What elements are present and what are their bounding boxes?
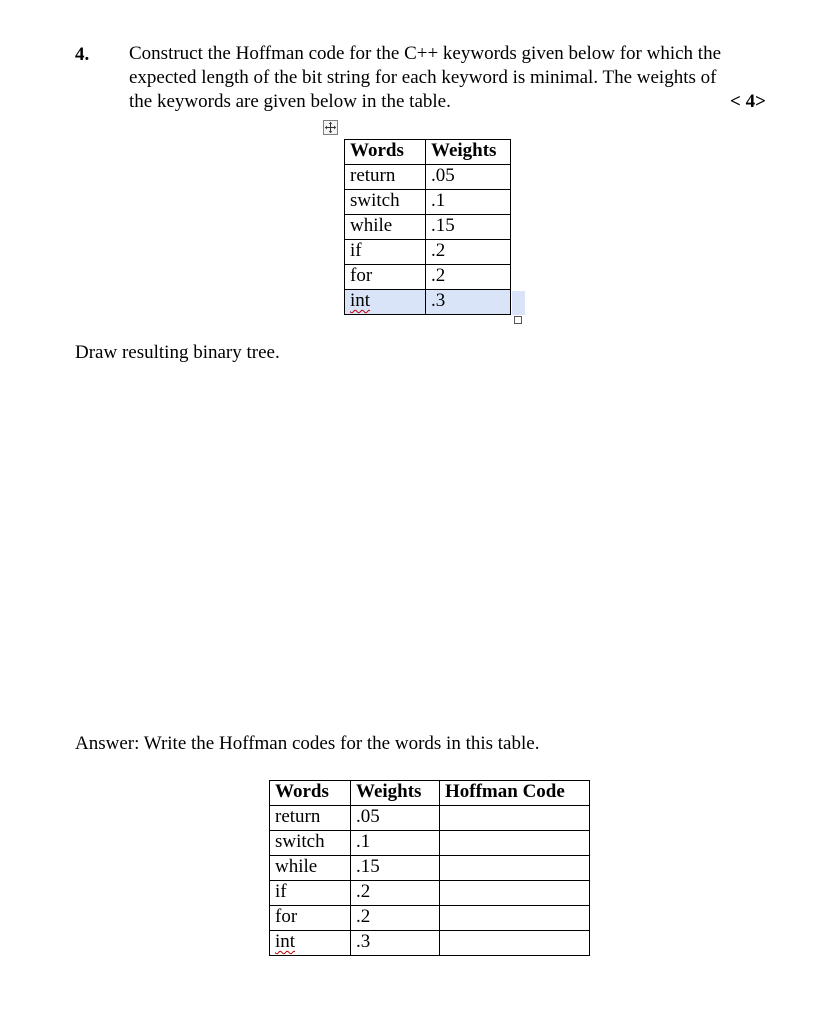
word-cell[interactable]: if [270,881,351,906]
weight-cell[interactable]: .3 [351,931,440,956]
code-cell[interactable] [440,831,590,856]
weight-cell[interactable]: .1 [351,831,440,856]
table-row [270,881,590,906]
word-text: int [350,290,371,311]
table-row-selected [345,290,511,315]
question-text [129,42,789,114]
table-row [270,931,590,956]
table-row [345,240,511,265]
weight-cell[interactable]: .15 [351,856,440,881]
question-number: 4. [75,44,90,65]
weight-cell[interactable]: .15 [426,215,511,240]
table-row [270,831,590,856]
weight-cell[interactable]: .2 [351,906,440,931]
table-row [270,856,590,881]
selection-extension [512,291,525,315]
points-label: < 4> [730,91,766,112]
four-way-arrow-icon[interactable] [323,120,338,135]
code-cell[interactable] [440,931,590,956]
weight-cell[interactable]: .1 [426,190,511,215]
word-cell[interactable]: for [270,906,351,931]
word-cell[interactable]: return [345,165,426,190]
question-line-3: the keywords are given below in the table. [129,91,451,112]
weight-cell[interactable]: .2 [426,265,511,290]
draw-instruction: Draw resulting binary tree. [75,342,280,363]
keyword-weights-table [344,139,511,315]
weight-cell[interactable]: .2 [351,881,440,906]
word-text: int [275,931,296,952]
word-cell[interactable]: while [270,856,351,881]
table-row [270,906,590,931]
answer-instruction: Answer: Write the Hoffman codes for the words in this table. [75,733,540,754]
word-cell[interactable]: return [270,806,351,831]
word-cell[interactable] [345,290,426,315]
resize-square-icon[interactable] [514,316,522,324]
word-cell[interactable]: if [345,240,426,265]
code-cell[interactable] [440,906,590,931]
table-header-row [270,781,590,806]
word-cell[interactable]: while [345,215,426,240]
word-cell[interactable] [270,931,351,956]
code-cell[interactable] [440,856,590,881]
word-cell[interactable]: switch [345,190,426,215]
question-line-2: expected length of the bit string for each keyword is minimal. The weights of [129,67,717,88]
word-cell[interactable]: for [345,265,426,290]
table-row [345,190,511,215]
header-weights: Weights [351,781,440,806]
header-words: Words [270,781,351,806]
code-cell[interactable] [440,881,590,906]
table-row [345,265,511,290]
hoffman-code-table [269,780,590,956]
weight-cell[interactable]: .2 [426,240,511,265]
weight-cell[interactable]: .05 [351,806,440,831]
weight-cell[interactable]: .05 [426,165,511,190]
word-cell[interactable]: switch [270,831,351,856]
header-words: Words [345,140,426,165]
table-row [270,806,590,831]
table-row [345,165,511,190]
header-weights: Weights [426,140,511,165]
code-cell[interactable] [440,806,590,831]
table-row [345,215,511,240]
question-line-1: Construct the Hoffman code for the C++ keywords given below for which the [129,43,721,64]
weight-cell[interactable]: .3 [426,290,511,315]
table-header-row [345,140,511,165]
header-hoffman-code: Hoffman Code [440,781,590,806]
